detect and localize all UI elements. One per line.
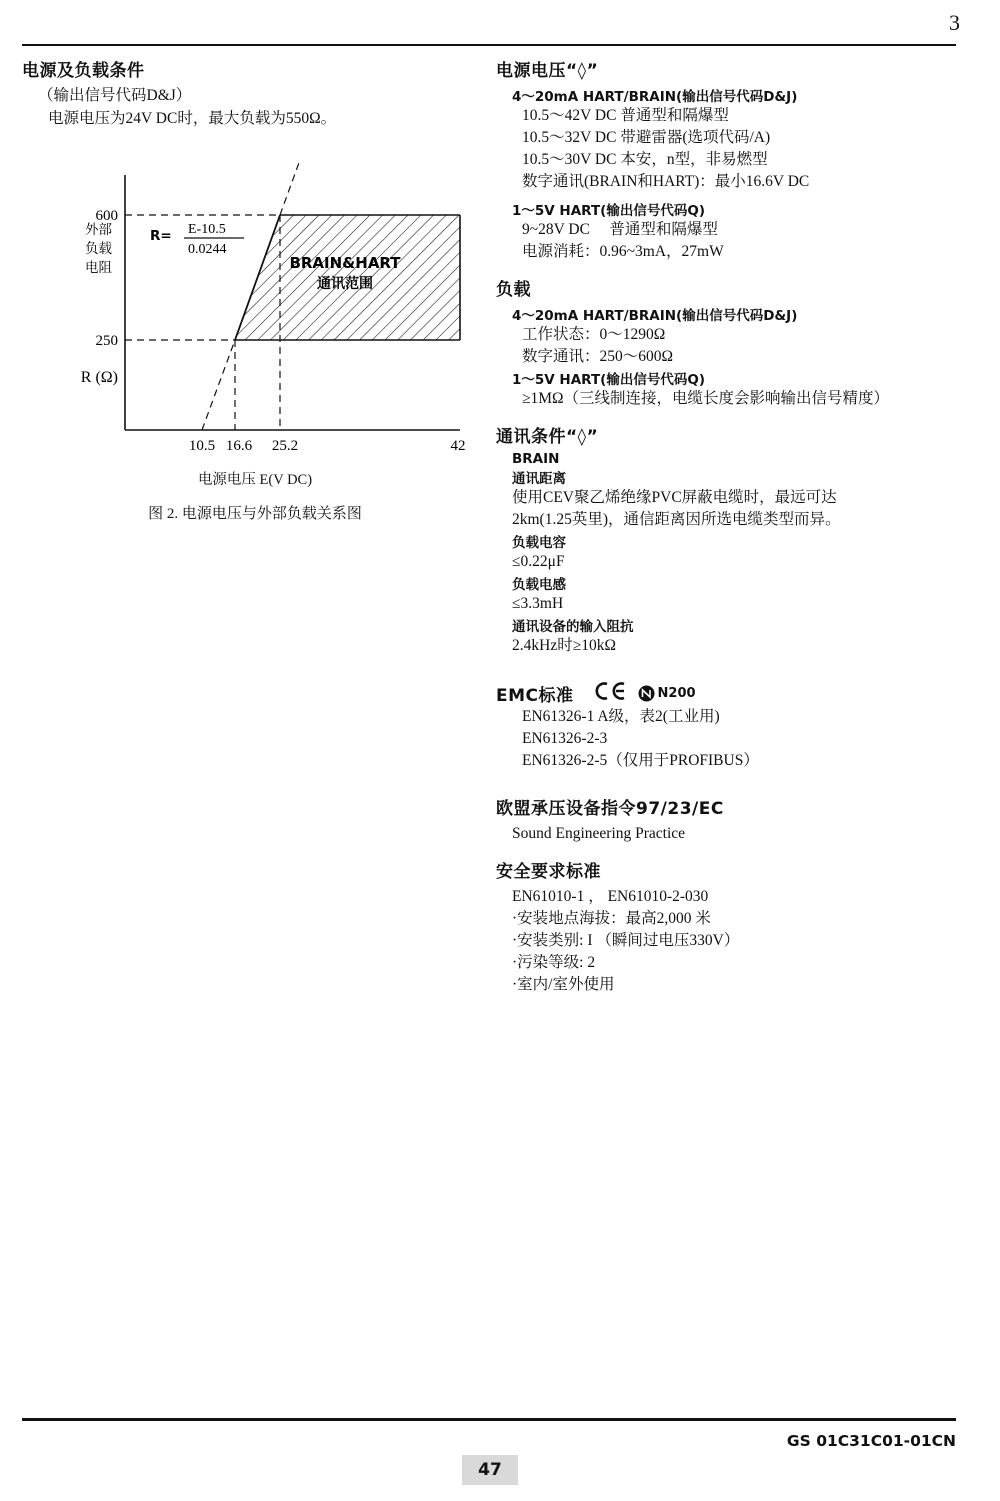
- page-number-top: 3: [949, 10, 960, 35]
- safety-title: 安全要求标准: [496, 862, 601, 882]
- section-title-power-load: 电源及负载条件: [22, 61, 145, 81]
- y-tick-250: 250: [95, 333, 118, 349]
- supply-voltage-item-4: 数字通讯(BRAIN和HART)：最小16.6V DC: [522, 173, 810, 190]
- x-tick-10-5: 10.5: [188, 438, 216, 454]
- x-tick-42: 42: [450, 438, 466, 454]
- formula-numerator: E-10.5: [188, 222, 226, 237]
- region-label-line1: BRAIN&HART: [289, 254, 401, 272]
- y-tick-600: 600: [95, 208, 118, 224]
- region-label-line2: 通讯范围: [317, 276, 373, 292]
- block-safety: [496, 857, 966, 996]
- ped-title: 欧盟承压设备指令97/23/EC: [496, 799, 724, 819]
- comm-impedance-value: 2.4kHz时≥10kΩ: [512, 637, 616, 654]
- comm-title: 通讯条件“◊”: [496, 427, 599, 447]
- comm-impedance-label: 通讯设备的输入阻抗: [512, 619, 634, 635]
- ce-mark-icon: [594, 681, 628, 706]
- block-comm-conditions: [496, 422, 966, 657]
- comm-capacitance-label: 负载电容: [512, 535, 566, 551]
- supply-voltage-item-5: 9~28V DC 普通型和隔爆型: [522, 221, 718, 238]
- emc-item-3: EN61326-2-5（仅用于PROFIBUS）: [522, 752, 759, 769]
- left-column: [22, 56, 482, 130]
- emc-item-1: EN61326-1 A级，表2(工业用): [522, 708, 720, 725]
- comm-inductance-value: ≤3.3mH: [512, 595, 564, 612]
- supply-voltage-item-6: 电源消耗：0.96~3mA，27mW: [522, 243, 724, 260]
- supply-voltage-title: 电源电压“◊”: [496, 61, 599, 81]
- safety-bullet-3: ·污染等级: 2: [512, 954, 596, 971]
- safety-bullets: [512, 908, 966, 996]
- supply-voltage-item-3: 10.5～30V DC 本安，n型，非易燃型: [522, 151, 768, 168]
- chart-voltage-vs-load: [40, 150, 470, 480]
- comm-capacitance-value: ≤0.22μF: [512, 553, 565, 570]
- figure-2: [40, 150, 470, 550]
- comm-distance-text-2: 2km(1.25英里)，通信距离因所选电缆类型而异。: [512, 511, 841, 528]
- safety-item-1: EN61010-1 ， EN61010-2-030: [512, 888, 709, 905]
- header-rule: [22, 44, 956, 46]
- x-axis-caption: 电源电压 E(V DC): [197, 472, 313, 488]
- safety-bullet-4: ·室内/室外使用: [512, 976, 615, 993]
- load-title: 负载: [496, 280, 531, 300]
- comm-protocol: BRAIN: [512, 451, 560, 467]
- block-emc: [496, 681, 966, 772]
- comm-inductance-label: 负载电感: [512, 577, 566, 593]
- supply-voltage-sub1: 4～20mA HART/BRAIN(输出信号代码D&J): [512, 89, 798, 105]
- load-item-2: 数字通讯：250～600Ω: [522, 348, 674, 365]
- load-item-1: 工作状态：0～1290Ω: [522, 326, 666, 343]
- ped-item: Sound Engineering Practice: [512, 825, 686, 842]
- safety-bullet-1: ·安装地点海拔：最高2,000 米: [512, 910, 711, 927]
- safety-bullet-2: ·安装类别: I （瞬间过电压330V）: [512, 932, 740, 949]
- power-load-line1: 电源电压为24V DC时，最大负载为550Ω。: [48, 109, 337, 127]
- footer-doc-code: GS 01C31C01-01CN: [786, 1432, 956, 1450]
- load-sub1: 4～20mA HART/BRAIN(输出信号代码D&J): [512, 308, 798, 324]
- block-supply-voltage: [496, 56, 966, 263]
- x-tick-25-2: 25.2: [271, 438, 299, 454]
- n200-mark-icon: [638, 685, 696, 702]
- comm-distance-label: 通讯距离: [512, 471, 566, 487]
- n200-label: N200: [657, 686, 696, 701]
- y-axis-label-line1: 外部: [85, 222, 112, 238]
- supply-voltage-item-1: 10.5～42V DC 普通型和隔爆型: [522, 107, 729, 124]
- figure-caption: 图 2. 电源电压与外部负载关系图: [148, 506, 362, 522]
- block-ped: [496, 794, 966, 845]
- y-axis-label-line2: 负载: [85, 241, 112, 257]
- formula-prefix: R=: [150, 228, 172, 244]
- load-item-3: ≥1MΩ（三线制连接，电缆长度会影响输出信号精度）: [522, 390, 890, 407]
- block-load: [496, 275, 966, 410]
- right-column: [496, 56, 966, 1008]
- x-tick-16-6: 16.6: [225, 438, 253, 454]
- power-load-subnote: （输出信号代码D&J）: [38, 87, 192, 104]
- load-sub2: 1～5V HART(输出信号代码Q): [512, 372, 705, 388]
- footer-rule: [22, 1418, 956, 1421]
- supply-voltage-sub2: 1～5V HART(输出信号代码Q): [512, 203, 705, 219]
- formula-denominator: 0.0244: [188, 242, 227, 257]
- y-axis-label-line3: 电阻: [85, 260, 112, 276]
- footer-page-number: 47: [462, 1455, 518, 1485]
- supply-voltage-item-2: 10.5～32V DC 带避雷器(选项代码/A): [522, 129, 771, 146]
- y-axis-unit: R (Ω): [80, 369, 118, 386]
- emc-title: EMC标准: [496, 686, 574, 706]
- emc-item-2: EN61326-2-3: [522, 730, 608, 747]
- comm-distance-text-1: 使用CEV聚乙烯绝缘PVC屏蔽电缆时，最远可达: [512, 489, 837, 506]
